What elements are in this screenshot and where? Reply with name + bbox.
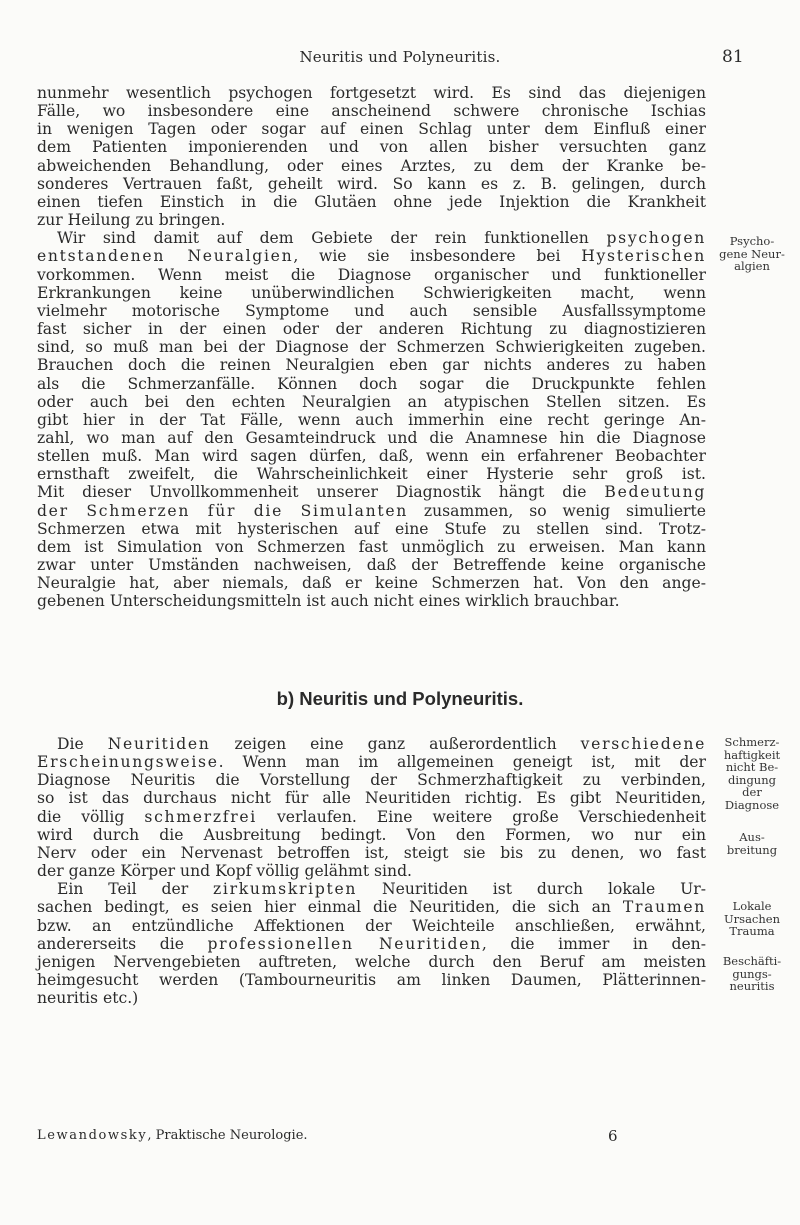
margin-note-line: Psycho- xyxy=(729,234,775,248)
spaced-term: psychogen xyxy=(606,229,706,248)
margin-note-line: neuritis xyxy=(729,979,775,993)
text-line: Neuralgie hat, aber niemals, daß er keine Schmerzen hat. Von den ange- xyxy=(37,574,706,593)
text-run: , wie sie insbesondere bei xyxy=(293,247,582,266)
spaced-term: Traumen xyxy=(622,898,706,917)
text-line: Brauchen doch die reinen Neuralgien eben gar nichts anderes zu haben xyxy=(37,356,706,375)
text-line: zahl, wo man auf den Gesamteindruck und die Anamnese hin die Diagnose xyxy=(37,428,706,447)
text-line: oder auch bei den echten Neuralgien an atypischen Stellen sitzen. Es xyxy=(37,392,706,411)
margin-note-line: gene Neur- xyxy=(719,246,785,261)
text-line: sind, so muß man bei der Diagnose der Schmerzen Schwierigkeiten zugeben. xyxy=(37,338,706,357)
text-line: so ist das durchaus nicht für alle Neuritiden richtig. Es gibt Neuritiden, xyxy=(37,789,706,808)
footer-author: Lewandowsky xyxy=(37,1128,148,1143)
margin-note-line: Schmerz- xyxy=(724,735,780,749)
margin-note-psychogene-neuralgien xyxy=(712,235,792,273)
text-line: in wenigen Tagen oder sogar auf einen Schlag unter dem Einfluß einer xyxy=(37,120,706,139)
text-line: Nerv oder ein Nervenast betroffen ist, steigt sie bis zu denen, wo fast xyxy=(37,843,706,862)
text-line: neuritis etc.) xyxy=(37,989,139,1008)
text-line: stellen muß. Man wird sagen dürfen, daß, wenn ein erfahrener Beobachter xyxy=(37,447,706,466)
footer-book-title: , Praktische Neurologie. xyxy=(147,1128,308,1143)
margin-note-schmerzhaftigkeit xyxy=(712,736,792,811)
margin-note-line: Aus- xyxy=(739,830,765,844)
margin-note-line: der xyxy=(742,785,762,799)
text-run: verlaufen. Eine weitere große Verschiedenheit xyxy=(256,807,706,826)
text-line: gebenen Unterscheidungsmitteln ist auch nicht eines wirklich brauchbar. xyxy=(37,592,620,611)
text-run: die völlig xyxy=(37,807,145,826)
text-line: vorkommen. Wenn meist die Diagnose organischer und funktioneller xyxy=(37,265,706,284)
spaced-term: professionellen Neuritiden xyxy=(207,934,482,953)
text-run: andererseits die xyxy=(37,934,208,953)
text-line: fast sicher in der einen oder der anderen Richtung zu diagnostizieren xyxy=(37,320,706,339)
page-number: 81 xyxy=(722,47,744,67)
text-line xyxy=(37,247,706,265)
margin-note-line: breitung xyxy=(726,842,778,857)
body-text xyxy=(37,84,706,611)
text-line: Schmerzen etwa mit hysterischen auf eine Stufe zu stellen sind. Trotz- xyxy=(37,519,706,538)
spaced-term: verschiedene xyxy=(580,735,706,753)
text-run: zeigen eine ganz außerordentlich xyxy=(210,735,581,753)
text-line: jenigen Nervengebieten auftreten, welche durch den Beruf am meisten xyxy=(37,952,706,971)
section-heading: b) Neuritis und Polyneuritis. xyxy=(276,688,524,709)
text-line: Erkrankungen keine unüberwindlichen Schwierigkeiten macht, wenn xyxy=(37,283,706,302)
text-run: sachen bedingt, es seien hier einmal die Neuritiden, die sich an xyxy=(37,898,623,917)
margin-note-line: Trauma xyxy=(729,924,775,938)
spaced-term: zirkumskripten xyxy=(213,880,358,899)
spaced-term: Hysterischen xyxy=(581,247,707,266)
spaced-term: Bedeutung xyxy=(604,483,706,502)
margin-note-line: Beschäfti- xyxy=(722,954,782,968)
text-run: Ein Teil der xyxy=(57,880,214,899)
text-line: einen tiefen Einstich in die Glutäen ohne jede Injektion die Krankheit xyxy=(37,192,706,211)
text-line xyxy=(37,880,706,898)
section-body xyxy=(37,735,706,1007)
text-line: dem Patienten imponierenden und von allen bisher versuchten ganz xyxy=(37,138,706,157)
text-line: zur Heilung zu bringen. xyxy=(37,211,226,230)
text-line: der ganze Körper und Kopf völlig gelähmt sind. xyxy=(37,862,413,881)
text-line: heimgesucht werden (Tambourneuritis am linken Daumen, Plätterinnen- xyxy=(37,971,706,990)
margin-note-line: haftigkeit xyxy=(723,747,781,762)
margin-note-line: Lokale xyxy=(732,899,772,913)
margin-note-line: Diagnose xyxy=(724,797,780,812)
text-run: Neuritiden ist durch lokale Ur- xyxy=(357,880,706,899)
margin-note-line: algien xyxy=(734,259,770,273)
text-line: bzw. an entzündliche Affektionen der Weichteile anschließen, erwähnt, xyxy=(37,916,706,935)
text-line xyxy=(37,935,706,953)
text-line: zwar unter Umständen nachweisen, daß der Betreffende keine organische xyxy=(37,556,706,575)
text-line: wird durch die Ausbreitung bedingt. Von den Formen, wo nur ein xyxy=(37,825,706,844)
text-line: Fälle, wo insbesondere eine anscheinend schwere chronische Ischias xyxy=(37,102,706,121)
text-line xyxy=(37,502,706,520)
margin-note-line: Ursachen xyxy=(723,911,780,926)
spaced-term: entstandenen Neuralgien xyxy=(37,247,294,266)
text-line: Diagnose Neuritis die Vorstellung der Schmerzhaftigkeit zu verbinden, xyxy=(37,771,706,790)
page-footer xyxy=(37,1128,706,1144)
text-line: vielmehr motorische Symptome und auch sensible Ausfallssymptome xyxy=(37,301,706,320)
margin-note-line: nicht Be- xyxy=(725,760,779,774)
margin-note-beschaeftigungsneuritis xyxy=(712,955,792,993)
margin-note-line: gungs- xyxy=(732,966,772,981)
text-line: nunmehr wesentlich psychogen fortgesetzt wird. Es sind das diejenigen xyxy=(37,84,706,102)
spaced-term: Neuritiden xyxy=(107,735,211,753)
text-run: , die immer in den- xyxy=(481,934,706,953)
text-line: als die Schmerzanfälle. Können doch sogar die Druckpunkte fehlen xyxy=(37,374,706,393)
text-run: Mit dieser Unvollkommenheit unserer Diagnostik hängt die xyxy=(37,483,605,502)
text-run: Die xyxy=(57,735,108,753)
margin-note-line: dingung xyxy=(728,772,776,787)
margin-note-lokale-ursachen xyxy=(712,900,792,938)
text-run: Wir sind damit auf dem Gebiete der rein funktionellen xyxy=(57,229,607,248)
text-run: zusammen, so wenig simulierte xyxy=(408,501,706,520)
running-title: Neuritis und Polyneuritis. xyxy=(299,48,501,66)
signature-mark: 6 xyxy=(608,1127,618,1145)
text-line xyxy=(37,808,706,826)
text-line: gibt hier in der Tat Fälle, wenn auch immerhin eine recht geringe An- xyxy=(37,410,706,429)
spaced-term: schmerzfrei xyxy=(144,807,257,826)
text-line: ernsthaft zweifelt, die Wahrscheinlichkeit einer Hysterie sehr groß ist. xyxy=(37,465,706,484)
text-line xyxy=(37,229,706,247)
text-line xyxy=(37,735,706,753)
text-line xyxy=(37,483,706,501)
spaced-term: Erscheinungsweise xyxy=(37,753,219,772)
text-run: . Wenn man im allgemeinen geneigt ist, mit der xyxy=(218,753,706,772)
text-line xyxy=(37,753,706,771)
text-line: dem ist Simulation von Schmerzen fast unmöglich zu erweisen. Man kann xyxy=(37,537,706,556)
margin-note-ausbreitung xyxy=(712,831,792,856)
text-line xyxy=(37,898,706,916)
text-line: sonderes Vertrauen faßt, geheilt wird. So kann es z. B. gelingen, durch xyxy=(37,174,706,193)
spaced-term: der Schmerzen für die Simulanten xyxy=(37,501,408,520)
text-line: abweichenden Behandlung, oder eines Arztes, zu dem der Kranke be- xyxy=(37,156,706,175)
